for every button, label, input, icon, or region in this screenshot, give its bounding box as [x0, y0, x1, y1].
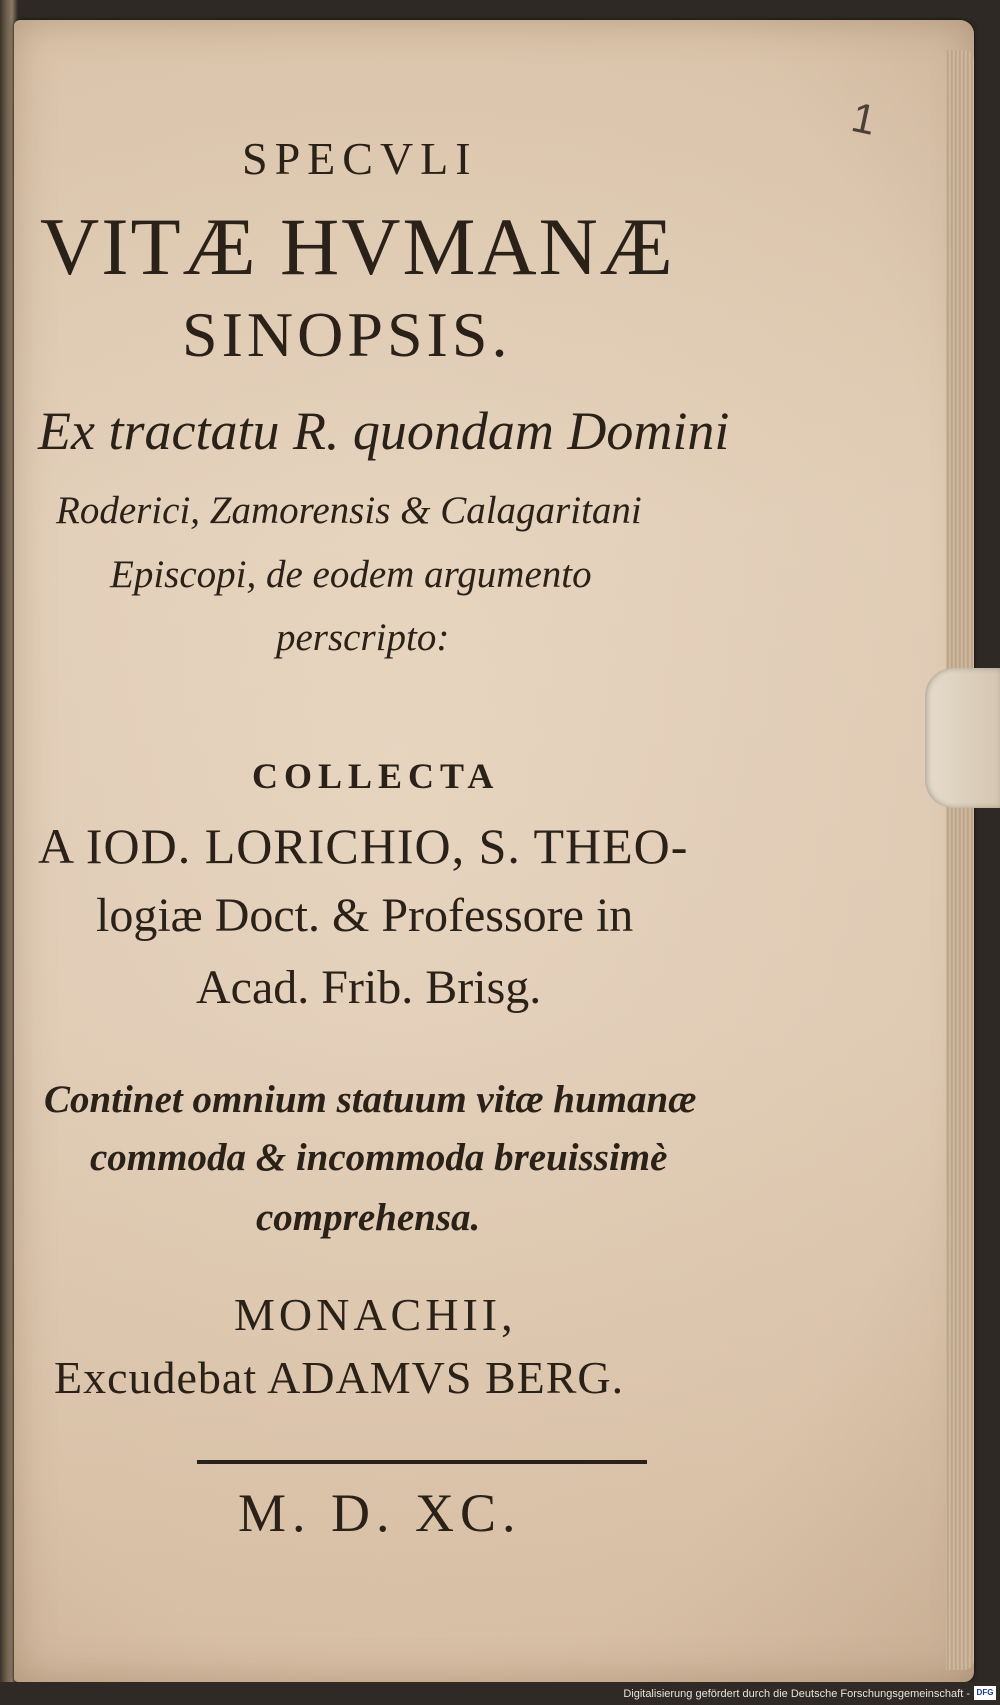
subtitle-line-1: Ex tractatu R. quondam Domini [38, 401, 730, 461]
page-edge [946, 50, 974, 1670]
title-line-3: SINOPSIS. [182, 299, 512, 370]
content-line-2: commoda & incommoda breuissimè [90, 1136, 668, 1179]
imprint-place: MONACHII, [234, 1289, 517, 1340]
digitization-credit: Digitalisierung gefördert durch die Deutsche Forschungsgemeinschaft - [623, 1688, 970, 1700]
page-clasp-tab [925, 668, 1000, 808]
author-line-3: Acad. Frib. Brisg. [196, 961, 542, 1014]
imprint-year: M. D. XC. [238, 1483, 522, 1543]
author-line-2: logiæ Doct. & Professore in [96, 889, 634, 942]
handwritten-page-number: 1 [847, 93, 881, 144]
author-line-1: A IOD. LORICHIO, S. THEO- [38, 818, 689, 874]
content-line-1: Continet omnium statuum vitæ humanæ [44, 1078, 697, 1121]
subtitle-line-2: Roderici, Zamorensis & Calagaritani [56, 489, 642, 532]
dfg-logo-icon: DFG [974, 1686, 996, 1700]
imprint-printer: Excudebat ADAMVS BERG. [54, 1352, 625, 1403]
subtitle-line-3: Episcopi, de eodem argumento [110, 553, 592, 596]
horizontal-rule [197, 1460, 647, 1464]
content-line-3: comprehensa. [256, 1196, 481, 1239]
collecta-heading: COLLECTA [252, 756, 500, 796]
book-page [14, 20, 974, 1682]
subtitle-line-4: perscripto: [276, 616, 450, 659]
title-line-2: VITÆ HVMANÆ [40, 201, 675, 292]
title-line-1: SPECVLI [242, 133, 478, 184]
